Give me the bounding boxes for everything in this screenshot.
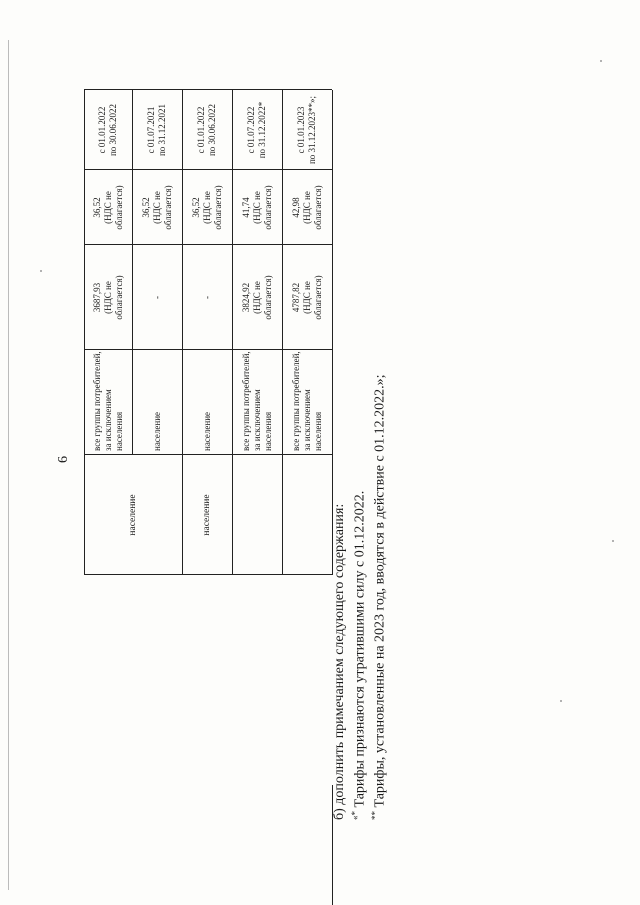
note-2-text: Тарифы, установленные на 2023 год, вводятся в действие с 01.12.2022.»; bbox=[372, 374, 388, 811]
note-2 bbox=[370, 374, 389, 820]
table-value: 36,52 (НДС не облагается) bbox=[91, 185, 124, 230]
page-number: 6 bbox=[56, 456, 71, 463]
row-label: все группы потребителей, за исключением населения bbox=[240, 351, 273, 451]
table-value: 36,52 (НДС не облагается) bbox=[190, 185, 223, 230]
row-label: население bbox=[201, 494, 212, 536]
table-period: с 01.01.2023 по 31.12.2023**»; bbox=[296, 95, 317, 165]
row-label: население bbox=[151, 411, 162, 451]
tariff-table bbox=[84, 90, 332, 575]
row-label: население bbox=[201, 411, 212, 451]
table-value: 42,98 (НДС не облагается) bbox=[290, 185, 323, 230]
table-value: 3687,93 (НДС не облагается) bbox=[91, 275, 124, 320]
note-1-text: Тарифы признаются утратившими силу с 01.12.2022. bbox=[352, 490, 368, 811]
table-period: с 01.01.2022 по 30.06.2022 bbox=[97, 103, 118, 157]
table-period: с 01.01.2022 по 30.06.2022 bbox=[196, 103, 217, 157]
table-value: 4787,82 (НДС не облагается) bbox=[290, 275, 323, 320]
table-value: - bbox=[201, 296, 212, 299]
table-border-bottom bbox=[332, 90, 333, 575]
row-label: все группы потребителей, за исключением населения bbox=[290, 351, 323, 451]
table-period: с 01.07.2022 по 31.12.2022* bbox=[246, 101, 267, 159]
notes-intro: б) дополнить примечанием следующего содержания: bbox=[332, 503, 347, 820]
note-1-mark: «* bbox=[350, 811, 360, 820]
table-value: 36,52 (НДС не облагается) bbox=[140, 185, 173, 230]
row-label: население bbox=[127, 494, 138, 536]
note-2-mark: ** bbox=[370, 811, 380, 820]
table-value: 41,74 (НДС не облагается) bbox=[240, 185, 273, 230]
table-value: 3824,92 (НДС не облагается) bbox=[240, 275, 273, 320]
table-value: - bbox=[151, 296, 162, 299]
note-1 bbox=[350, 491, 369, 820]
row-group-label: все группы потребителей, за исключением населения bbox=[91, 351, 124, 451]
table-period: с 01.07.2021 по 31.12.2021 bbox=[146, 103, 167, 157]
